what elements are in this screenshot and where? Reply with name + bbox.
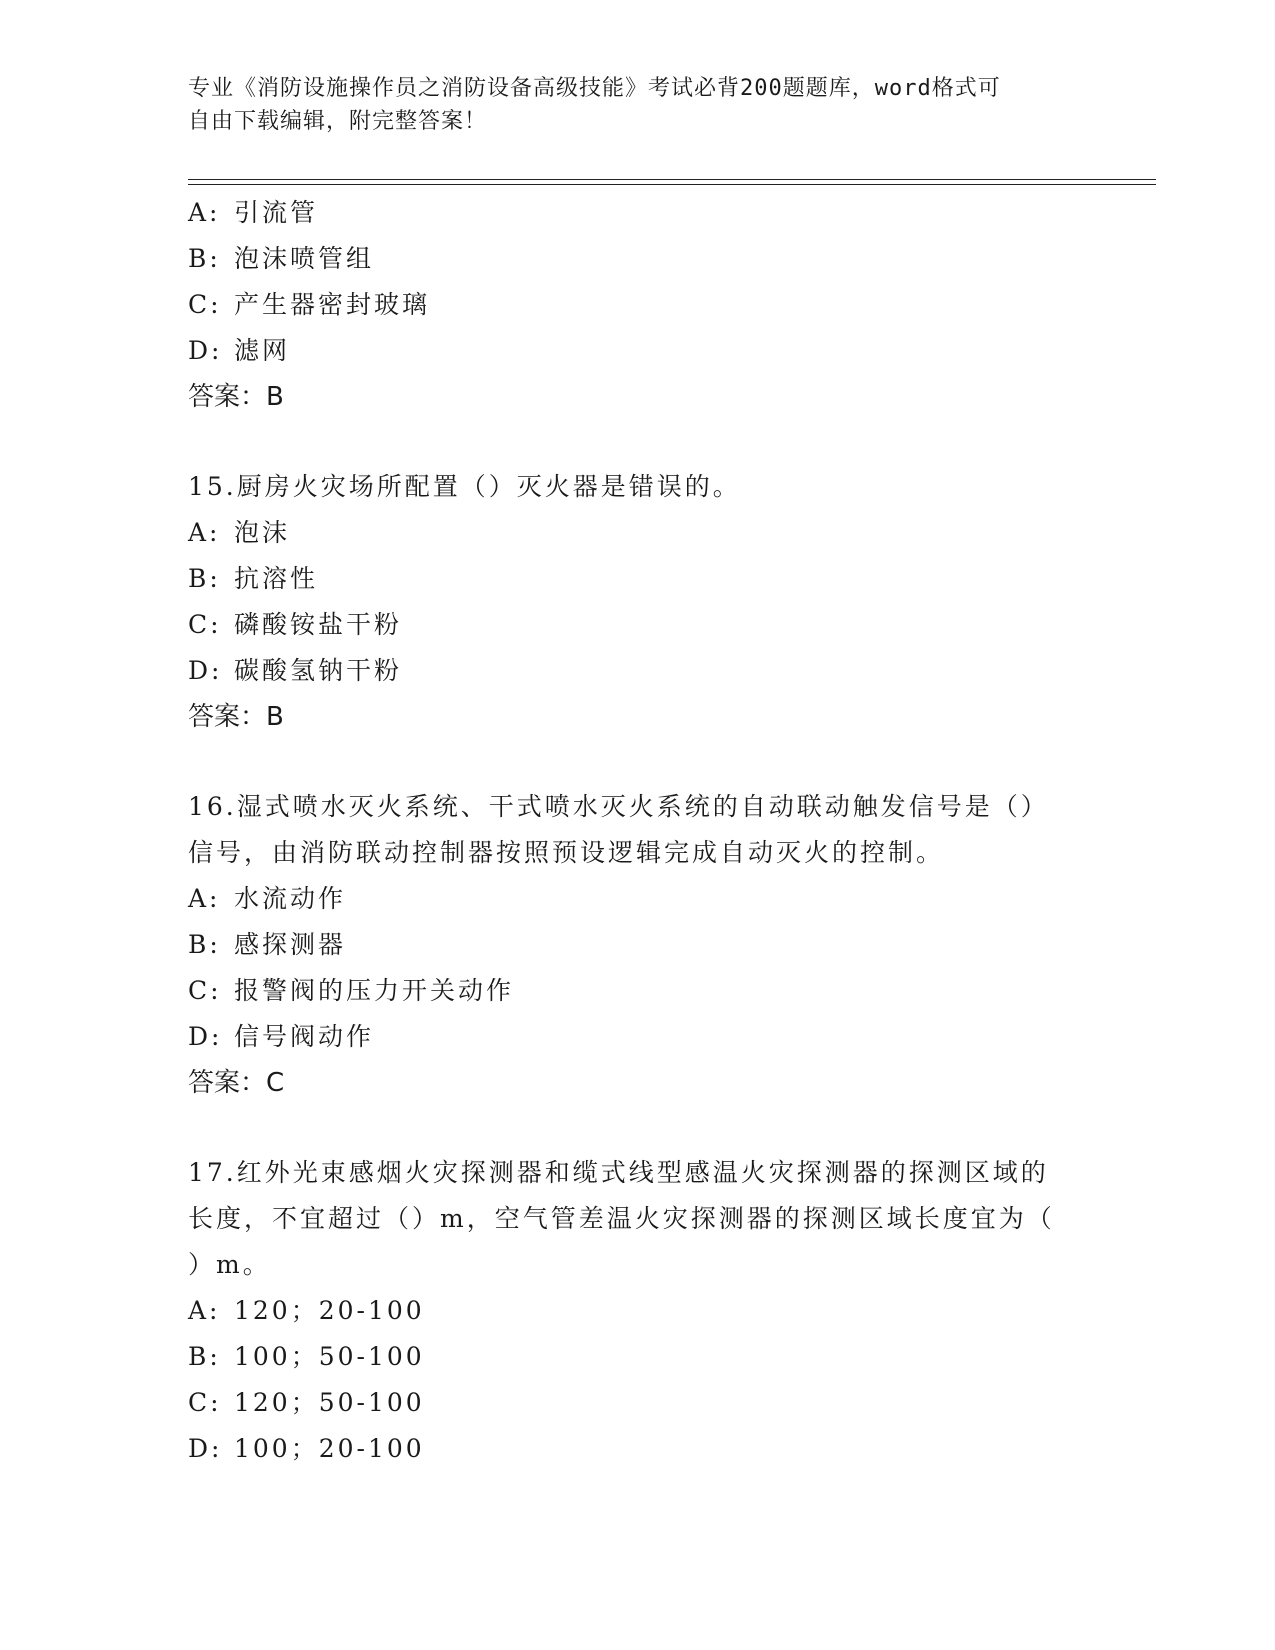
option-letter: A:: [188, 884, 221, 913]
option-letter: A:: [188, 198, 221, 227]
option-letter: B:: [188, 244, 221, 273]
option-letter: B:: [188, 564, 221, 593]
answer-line: 答案：B: [188, 382, 284, 412]
question-text-line-2: 信号，由消防联动控制器按照预设逻辑完成自动灭火的控制。: [188, 838, 945, 867]
option-a: [188, 1288, 1088, 1334]
option-letter: C:: [188, 976, 222, 1005]
option-c: [188, 968, 1088, 1014]
option-letter: D:: [188, 656, 223, 685]
option-letter: C:: [188, 1388, 222, 1417]
option-letter: A:: [188, 1296, 221, 1325]
option-text: 磷酸铵盐干粉: [234, 610, 403, 639]
option-d: [188, 648, 1088, 694]
header-divider-top: [188, 179, 1156, 180]
answer-line: 答案：C: [188, 1068, 285, 1098]
question-text-line-3: ）m。: [188, 1250, 271, 1279]
option-c: [188, 1380, 1088, 1426]
option-b: [188, 922, 1088, 968]
option-letter: D:: [188, 1434, 223, 1463]
option-letter: A:: [188, 518, 221, 547]
question-text-line-1: 17.红外光束感烟火灾探测器和缆式线型感温火灾探测器的探测区域的: [188, 1158, 1049, 1187]
question-list: [188, 190, 1088, 1472]
option-letter: D:: [188, 1022, 223, 1051]
option-letter: B:: [188, 930, 221, 959]
header-divider-bottom: [188, 184, 1156, 185]
option-a: [188, 510, 1088, 556]
option-text: 100；50-100: [234, 1342, 425, 1371]
option-d: [188, 1014, 1088, 1060]
header-line-1: 专业《消防设施操作员之消防设备高级技能》考试必背200题题库，word格式可: [188, 76, 1001, 101]
question-14: [188, 190, 1088, 420]
question-17: [188, 1150, 1088, 1472]
option-b: [188, 236, 1088, 282]
option-text: 引流管: [234, 198, 319, 227]
option-text: 水流动作: [234, 884, 347, 913]
option-text: 抗溶性: [234, 564, 319, 593]
option-text: 120；50-100: [234, 1388, 425, 1417]
option-a: [188, 876, 1088, 922]
option-text: 报警阀的压力开关动作: [234, 976, 515, 1005]
header-line-2: 自由下载编辑，附完整答案！: [188, 109, 488, 134]
option-text: 120；20-100: [234, 1296, 425, 1325]
option-text: 100；20-100: [234, 1434, 425, 1463]
question-text-line-1: 16.湿式喷水灭火系统、干式喷水灭火系统的自动联动触发信号是（）: [188, 792, 1049, 821]
question-15: [188, 464, 1088, 740]
answer-line: 答案：B: [188, 702, 284, 732]
option-b: [188, 556, 1088, 602]
option-text: 滤网: [234, 336, 291, 365]
option-c: [188, 602, 1088, 648]
document-header: [188, 72, 1088, 138]
option-c: [188, 282, 1088, 328]
option-letter: D:: [188, 336, 223, 365]
option-letter: B:: [188, 1342, 221, 1371]
option-text: 产生器密封玻璃: [234, 290, 431, 319]
option-letter: C:: [188, 610, 222, 639]
option-text: 感探测器: [234, 930, 347, 959]
option-a: [188, 190, 1088, 236]
option-d: [188, 1426, 1088, 1472]
option-text: 泡沫: [234, 518, 291, 547]
question-text: 15.厨房火灾场所配置（）灭火器是错误的。: [188, 472, 741, 501]
question-text-line-2: 长度，不宜超过（）m，空气管差温火灾探测器的探测区域长度宜为（: [188, 1204, 1055, 1233]
option-text: 碳酸氢钠干粉: [234, 656, 403, 685]
option-text: 信号阀动作: [234, 1022, 375, 1051]
question-16: [188, 784, 1088, 1106]
option-text: 泡沫喷管组: [234, 244, 375, 273]
option-d: [188, 328, 1088, 374]
option-b: [188, 1334, 1088, 1380]
option-letter: C:: [188, 290, 222, 319]
